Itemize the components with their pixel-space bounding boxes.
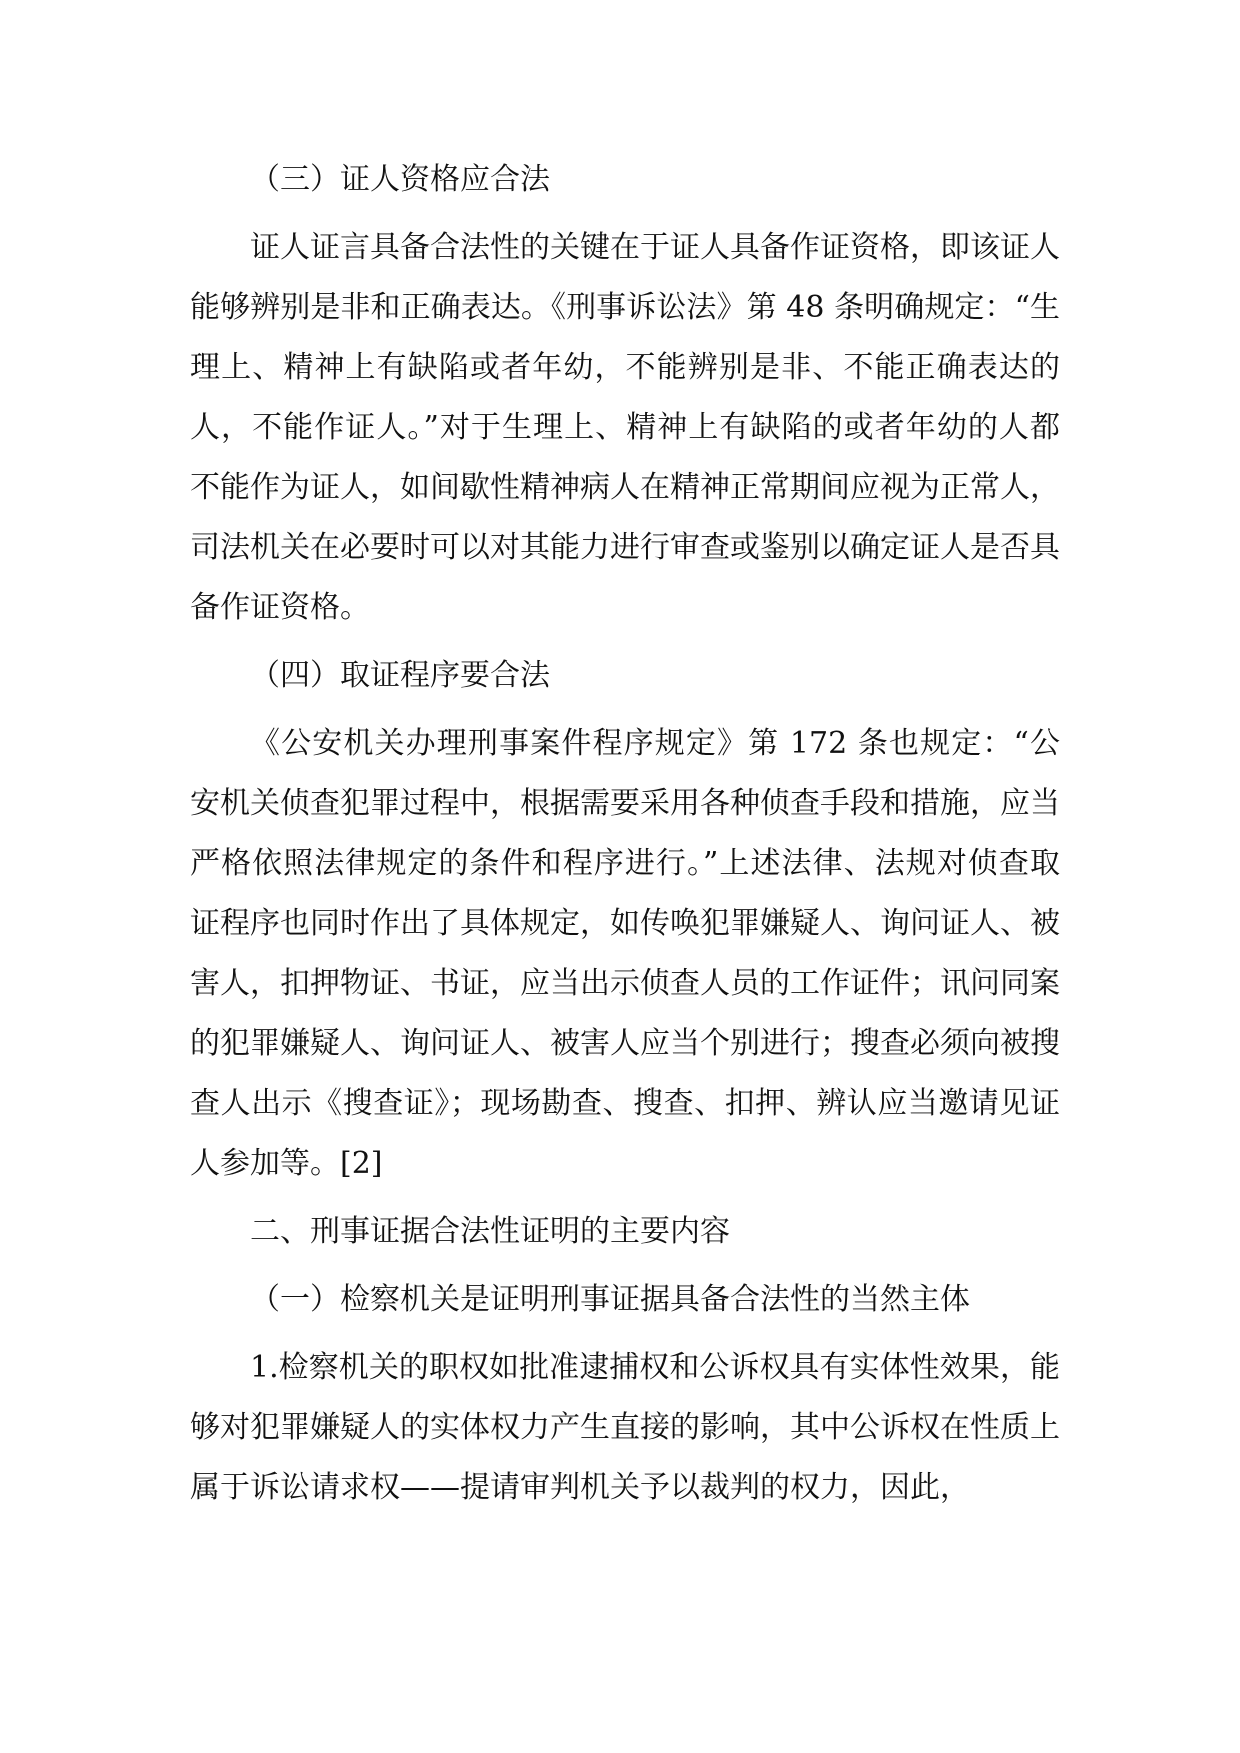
section-heading-procuratorate-subject: （一）检察机关是证明刑事证据具备合法性的当然主体 <box>250 1282 970 1317</box>
section-heading-evidence-procedure: （四）取证程序要合法 <box>250 658 550 693</box>
paragraph-evidence-procedure: 《公安机关办理刑事案件程序规定》第 172 条也规定：“公安机关侦查犯罪过程中，根据需要采用各种侦查手段和措施，应当严格依照法律规定的条件和程序进行。”上述法律、法规对侦查取证程序也同时作出了具体规定，如传唤犯罪嫌疑人、询问证人、被害人，扣押物证、书证，应当出示侦查人员的工作证件；讯问同案的犯罪嫌疑人、询问证人、被害人应当个别进行；搜查必须向被搜查人出示《搜查证》；现场勘查、搜查、扣押、辨认应当邀请见证人参加等。[2] <box>190 726 1060 1181</box>
paragraph-witness-qualification: 证人证言具备合法性的关键在于证人具备作证资格，即该证人能够辨别是非和正确表达。《刑事诉讼法》第 48 条明确规定：“生理上、精神上有缺陷或者年幼，不能辨别是非、不能正确表达的人，不能作证人。”对于生理上、精神上有缺陷的或者年幼的人都不能作为证人，如间歇性精神病人在精神正常期间应视为正常人，司法机关在必要时可以对其能力进行审查或鉴别以确定证人是否具备作证资格。 <box>190 230 1060 625</box>
section-heading-witness-qualification: （三）证人资格应合法 <box>250 162 550 197</box>
chapter-heading-legality-proof: 二、刑事证据合法性证明的主要内容 <box>250 1214 730 1249</box>
document-page <box>190 150 1060 1526</box>
paragraph-procuratorate-powers: 1.检察机关的职权如批准逮捕权和公诉权具有实体性效果，能够对犯罪嫌疑人的实体权力产生直接的影响，其中公诉权在性质上属于诉讼请求权——提请审判机关予以裁判的权力，因此， <box>190 1350 1060 1505</box>
